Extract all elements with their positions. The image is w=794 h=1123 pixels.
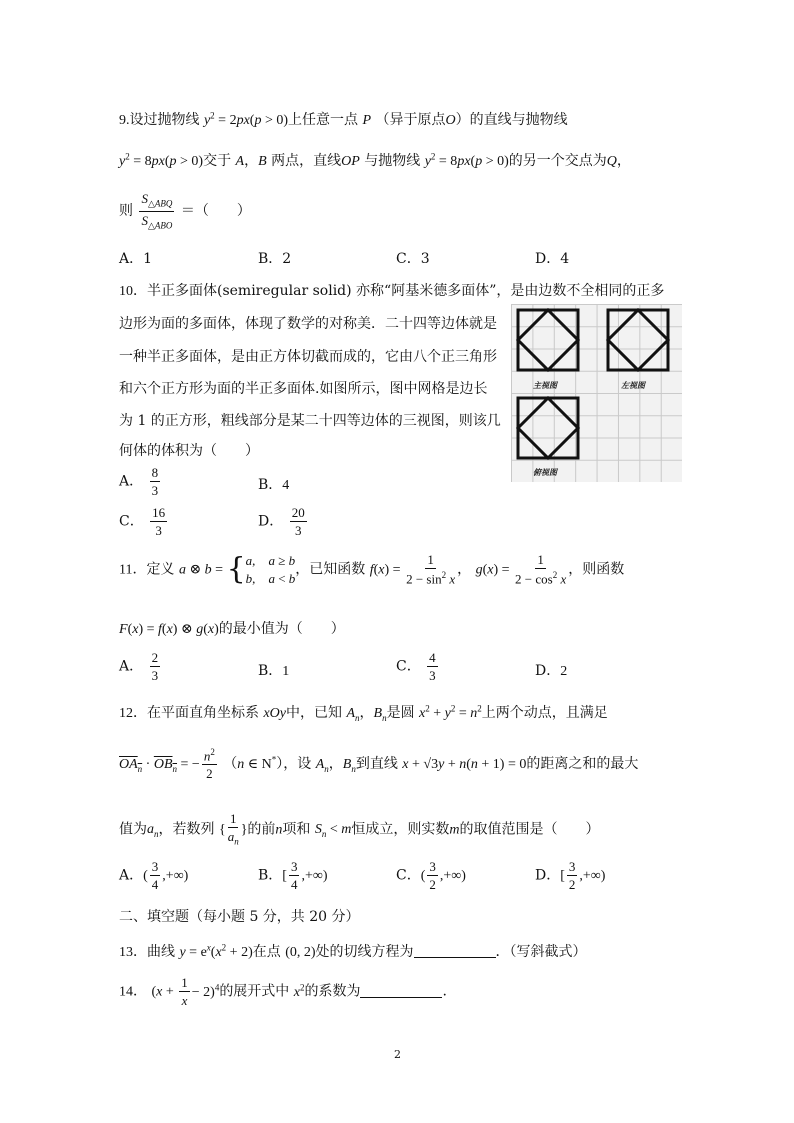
q10-line-1: 10．半正多面体(semiregular solid) 亦称“阿基米德多面体”，是由边数不全相同的正多 [119, 283, 665, 299]
q11-option-d[interactable]: D．2 [535, 663, 568, 679]
q9-option-d[interactable]: D．4 [535, 251, 570, 267]
q12-dot-product: $OA_n \cdot OB_n$ = − [119, 757, 200, 774]
q10-option-b[interactable]: B．4 [258, 477, 290, 493]
q9-line-1: 9.设过抛物线 $y^2 = 2px(p > 0)$上任意一点 P （异于原点O）的直线与抛物线 [119, 110, 568, 128]
q12-line-3: 值为$a_n$，若数列 { $\frac{1}{a_n}$ }的前n项和 $S_n < m$恒成立，则实数m的取值范围是（ ） [119, 811, 600, 847]
side-view-diamond [608, 310, 668, 370]
q10-option-d[interactable]: D． $\frac{20}{3}$ [258, 505, 305, 538]
q9-option-c[interactable]: C．3 [396, 251, 430, 267]
q11-option-a[interactable]: A． $\frac{2}{3}$ [119, 650, 159, 683]
q9-parabola-2: $y^2 = 8px(p > 0)$ [119, 151, 204, 169]
q9-option-a[interactable]: A．1 [119, 251, 153, 267]
q12-circle-eq: $x^2 + y^2 = n^2$ [419, 703, 482, 721]
q11-line-2: F(x) = f(x) ⊗ g(x)的最小值为（ ） [119, 621, 345, 637]
q12-option-d[interactable]: D．[ $\frac{3}{2}$ ,+∞) [535, 859, 606, 892]
q12-line-1: 12．在平面直角坐标系 xOy中，已知 $A_n$，$B_n$是圆 $x^2 + y^2 = n^2$上两个动点，且满足 [119, 703, 608, 723]
page-number: 2 [394, 1048, 401, 1061]
q14-line: 14． (x + $\frac{1}{x}$ − 2)$^4$的展开式中 $x^2$的系数为 . [119, 975, 447, 1008]
top-view-label: 俯视图 [533, 467, 557, 477]
q12-option-a[interactable]: A．( $\frac{3}{4}$ ,+∞) [119, 859, 189, 892]
q10-option-c[interactable]: C． $\frac{16}{3}$ [119, 505, 166, 538]
q9-parabola-1: $y^2 = 2px(p > 0)$ [203, 110, 289, 128]
q13-curve-eq: $y = e^x(x^2 + 2)$ [179, 942, 253, 960]
q12-line-eq: x + √3y + n(n + 1) = 0 [402, 757, 527, 773]
q11-operator-def: a ⊗ b = [178, 562, 227, 578]
side-view-label: 左视图 [621, 380, 645, 390]
q12-line-2: $OA_n \cdot OB_n$ = − $\frac{n^2}{2}$ （n ∈ N*），设 $A_n$，$B_n$到直线 x + √3y + n(n + 1) = 0的距离之和的最大 [119, 747, 639, 782]
q9-line-3: 则 $\frac{S_{\triangle ABQ}}{S_{\triangle ABO}}$ ＝（ ） [119, 191, 251, 231]
q10-line-6: 何体的体积为（ ） [119, 443, 259, 459]
q10-option-a[interactable]: A． $\frac{8}{3}$ [119, 465, 159, 498]
q11-g-def: g(x) = [475, 562, 514, 578]
q12-option-b[interactable]: B．[ $\frac{3}{4}$ ,+∞) [258, 859, 328, 892]
q13-line: 13．曲线 $y = e^x(x^2 + 2)$在点 (0, 2)处的切线方程为 ．（写斜截式） [119, 942, 587, 960]
q10-line-5: 为 1 的正方形，粗线部分是某二十四等边体的三视图，则该几 [119, 413, 501, 429]
three-view-figure [511, 304, 682, 482]
q9-option-b[interactable]: B．2 [258, 251, 292, 267]
top-view-square [518, 398, 578, 458]
side-view-square [608, 310, 668, 370]
q10-line-2: 边形为面的多面体，体现了数学的对称美．二十四等边体就是 [119, 316, 497, 332]
front-view-diamond [518, 310, 578, 370]
q9-area-ratio: $\frac{S_{\triangle ABQ}}{S_{\triangle ABO}}$ [141, 191, 173, 231]
q10-line-3: 一种半正多面体，是由正方体切截而成的，它由八个正三角形 [119, 349, 497, 365]
q14-answer-blank[interactable] [360, 983, 442, 998]
front-view-square [518, 310, 578, 370]
q11-f-def: f(x) = [369, 562, 405, 578]
q11-line-1: 11．定义 a ⊗ b = { a, a ≥ b b, a < b ，已知函数 f(x) = $\frac{1}{2 - \sin^2 x}$ ， g(x) = $\frac{1}{2 - \cos^2 x}$ ，则函数 [119, 551, 625, 587]
q12-option-c[interactable]: C．( $\frac{3}{2}$ ,+∞) [396, 859, 466, 892]
section-2-title: 二、填空题（每小题 5 分，共 20 分） [119, 909, 360, 925]
q9-line-2: $y^2 = 8px(p > 0)$交于 A，B 两点，直线OP 与抛物线 $y^2 = 8px(p > 0)$的另一个交点为Q， [119, 151, 631, 169]
q10-line-4: 和六个正方形为面的半正多面体.如图所示，图中网格是边长 [119, 381, 488, 397]
q13-answer-blank[interactable] [414, 943, 496, 958]
q11-option-b[interactable]: B．1 [258, 663, 290, 679]
front-view-label: 主视图 [533, 380, 557, 390]
q11-option-c[interactable]: C． $\frac{4}{3}$ [396, 650, 436, 683]
top-view-diamond [518, 398, 578, 458]
q14-expression: (x + [151, 984, 178, 1000]
three-view-drawing [511, 304, 682, 482]
